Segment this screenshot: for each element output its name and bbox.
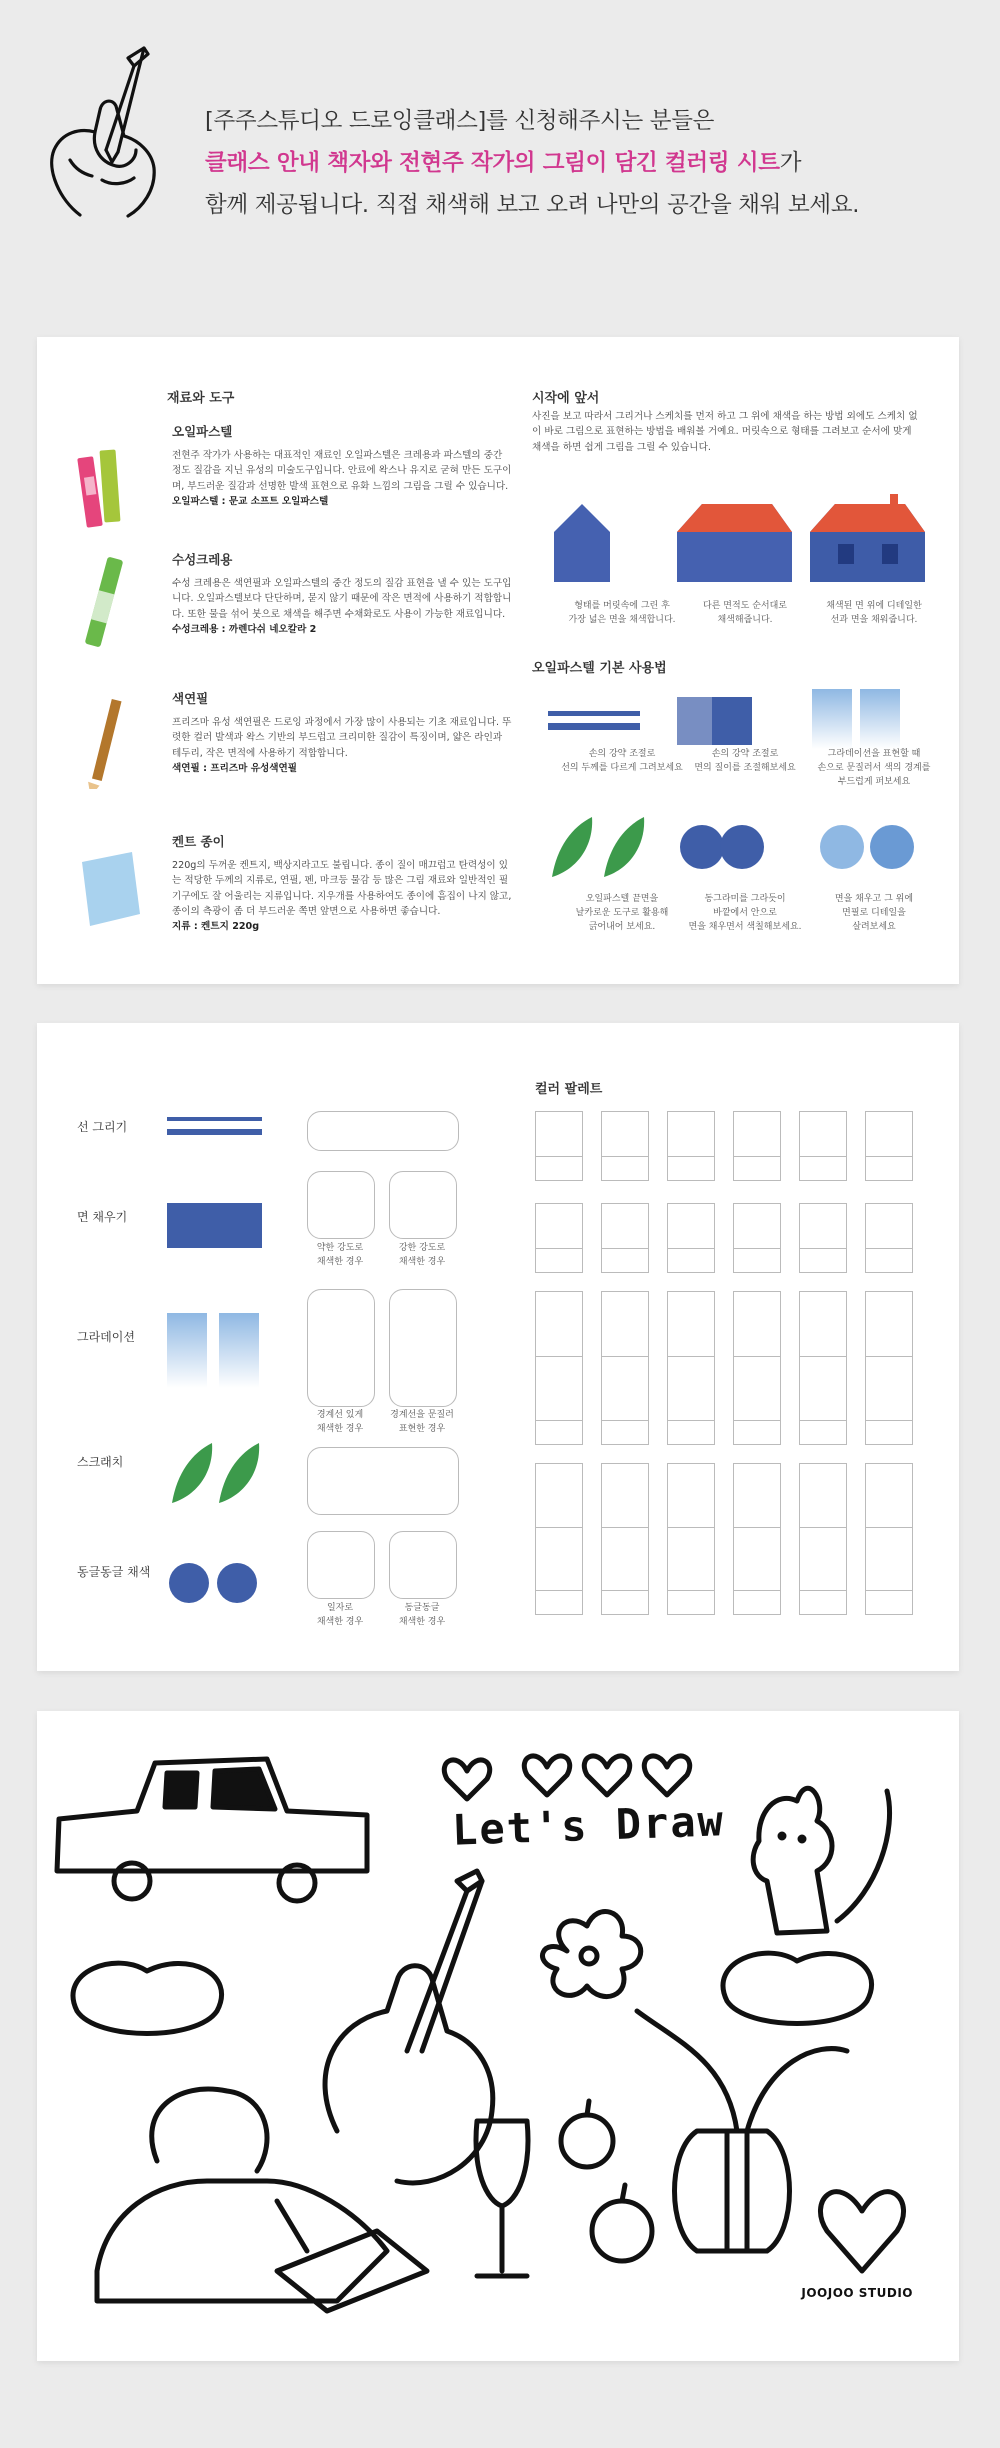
- palette-cell[interactable]: [667, 1291, 715, 1445]
- intro-text: [205, 100, 985, 226]
- palette-cell[interactable]: [601, 1291, 649, 1445]
- lets-draw-title: Let's Draw: [451, 1796, 726, 1855]
- apple-icon: [561, 2101, 613, 2167]
- box-caption-6: 동글동글 채색한 경우: [398, 1603, 446, 1627]
- row-label-line: 선 그리기: [77, 1120, 128, 1134]
- material-title: 색연필: [172, 691, 209, 706]
- palette-cell[interactable]: [535, 1291, 583, 1445]
- guide-sheet: [37, 337, 959, 984]
- material-body: 프리즈마 유성 색연필은 드로잉 과정에서 가장 많이 사용되는 기초 재료입니다. 뚜렷한 컬러 발색과 왁스 기반의 부드럽고 크리미한 질감이 특징이며, 얇은 라인과 테두리, 작은 면적에 사용하기 적합합니다.: [172, 717, 512, 759]
- practice-box-circular[interactable]: [389, 1531, 457, 1599]
- palette-cell[interactable]: [799, 1203, 847, 1273]
- wine-glass-icon: [476, 2121, 528, 2276]
- start-body: 사진을 보고 따라서 그리거나 스케치를 먼저 하고 그 위에 채색을 하는 방법 외에도 스케치 없이 바로 그림으로 표현하는 방법을 배워볼 거예요. 머릿속으로 형태를 그려보고 순서에 맞게 채색을 하면 쉽게 그림을 그릴 수 있습니다.: [532, 411, 918, 453]
- material-title: 오일파스텔: [172, 424, 233, 439]
- palette-cell[interactable]: [799, 1111, 847, 1181]
- box-caption-2: 강한 강도로 채색한 경우: [398, 1243, 446, 1267]
- palette-cell[interactable]: [667, 1111, 715, 1181]
- palette-cell[interactable]: [535, 1463, 583, 1615]
- house-icon: [810, 494, 925, 582]
- usage-title: 오일파스텔 기본 사용법: [532, 661, 667, 676]
- house-caption-2: 다른 면적도 순서대로 채색해줍니다.: [703, 601, 787, 625]
- heart-icon: [820, 2192, 903, 2271]
- practice-swatches: [167, 1103, 267, 1623]
- palette-cell[interactable]: [667, 1463, 715, 1615]
- usage-caption-3: 그라데이션을 표현할 때 손으로 문질러서 색의 경계를 부드럽게 퍼보세요: [817, 749, 931, 787]
- crayon-icon: [72, 552, 147, 652]
- start-title: 시작에 앞서: [532, 391, 600, 406]
- material-body: 수성 크레용은 색연필과 오일파스텔의 중간 정도의 질감 표현을 낼 수 있는 도구입니다. 오일파스텔보다 단단하며, 묻지 않기 때문에 작은 면적에 사용하기 적합합니다. 또한 물을 섞어 붓으로 채색을 해주면 수채화로도 사용이 가능한 재료입니다.: [172, 578, 512, 620]
- intro-line-2: [205, 142, 985, 184]
- palette-cell[interactable]: [865, 1203, 913, 1273]
- palette-title: 컬러 팔레트: [535, 1082, 603, 1097]
- hand-drawing-icon: [40, 40, 170, 230]
- practice-box-line[interactable]: [307, 1111, 459, 1151]
- coloring-illustration: [37, 1711, 959, 2361]
- intro-highlight: 클래스 안내 책자와 전현주 작가의 그림이 담긴 컬러링 시트: [205, 150, 780, 176]
- practice-box-border[interactable]: [307, 1289, 375, 1407]
- practice-box-weak[interactable]: [307, 1171, 375, 1239]
- kent-paper-icon: [72, 842, 147, 942]
- practice-box-strong[interactable]: [389, 1171, 457, 1239]
- material-spec: 수성크레용 : 까렌다쉬 네오칼라 2: [172, 623, 317, 635]
- material-spec: 지류 : 켄트지 220g: [172, 921, 260, 933]
- usage-caption-6: 면을 채우고 그 위에 면필로 디테일을 살려보세요: [834, 894, 914, 932]
- car-icon: [57, 1759, 367, 1901]
- palette-cell[interactable]: [733, 1291, 781, 1445]
- house-caption-3: 채색된 면 위에 디테일한 선과 면을 채워줍니다.: [826, 601, 922, 625]
- vase-icon: [675, 2131, 790, 2251]
- palette-cell[interactable]: [799, 1463, 847, 1615]
- box-caption-3: 경계선 있게 채색한 경우: [316, 1410, 364, 1434]
- palette-cell[interactable]: [799, 1291, 847, 1445]
- box-caption-4: 경계선을 문질러 표현한 경우: [390, 1410, 454, 1434]
- material-water-crayon: [172, 550, 512, 637]
- usage-caption-4: 오일파스텔 끝면을 날카로운 도구로 활용해 긁어내어 보세요.: [575, 894, 669, 932]
- box-caption-5: 일자로 채색한 경우: [316, 1603, 364, 1627]
- material-color-pencil: [172, 689, 512, 776]
- material-body: 전현주 작가가 사용하는 대표적인 재료인 오일파스텔은 크레용과 파스텔의 중간 정도 질감을 지닌 유성의 미술도구입니다. 안료에 왁스나 유지로 굳혀 만든 도구이며, 부드러운 질감과 선명한 발색 표현으로 유화 느낌의 그림을 그릴 수 있습니다.: [172, 450, 512, 492]
- cat-icon: [753, 1788, 889, 1933]
- heart-icon: [524, 1756, 569, 1795]
- palette-cell[interactable]: [865, 1291, 913, 1445]
- palette-cell[interactable]: [601, 1111, 649, 1181]
- palette-cell[interactable]: [535, 1203, 583, 1273]
- row-label-gradation: 그라데이션: [77, 1330, 135, 1344]
- house-caption-1: 형태를 머릿속에 그린 후 가장 넓은 면을 채색합니다.: [568, 601, 676, 625]
- material-oil-pastel: [172, 422, 512, 509]
- usage-swatches-2: [542, 807, 932, 887]
- row-label-round: 동글동글 채색: [77, 1565, 151, 1579]
- practice-sheet: [37, 1023, 959, 1671]
- material-title: 켄트 종이: [172, 834, 225, 849]
- material-kent-paper: [172, 832, 512, 934]
- row-label-fill: 면 채우기: [77, 1210, 128, 1224]
- practice-box-smudge[interactable]: [389, 1289, 457, 1407]
- house-icon: [554, 504, 610, 582]
- crayon-icon: [72, 432, 147, 532]
- practice-box-scratch[interactable]: [307, 1447, 459, 1515]
- materials-title: 재료와 도구: [167, 391, 235, 406]
- studio-logo: JOOJOO STUDIO: [801, 2286, 913, 2300]
- palette-cell[interactable]: [865, 1463, 913, 1615]
- leaf-icon: [552, 817, 592, 877]
- palette-cell[interactable]: [601, 1203, 649, 1273]
- usage-caption-5: 동그라미를 그라듯이 바깥에서 안으로 면을 채우면서 색칠해보세요.: [688, 894, 802, 932]
- intro-line-3: 함께 제공됩니다. 직접 채색해 보고 오려 나만의 공간을 채워 보세요.: [205, 192, 860, 218]
- coloring-sheet: [37, 1711, 959, 2361]
- palette-cell[interactable]: [733, 1463, 781, 1615]
- intro-line-2-rest: 가: [779, 150, 802, 176]
- palette-cell[interactable]: [733, 1111, 781, 1181]
- usage-caption-2: 손의 강약 조절로 면의 질이를 조절해보세요: [694, 749, 796, 773]
- usage-caption-1: 손의 강약 조절로 선의 두께를 다르게 그려보세요: [561, 749, 683, 773]
- palette-cell[interactable]: [601, 1463, 649, 1615]
- material-body: 220g의 두꺼운 켄트지, 백상지라고도 불립니다. 종이 질이 매끄럽고 탄력성이 있는 적당한 두께의 지류로, 연필, 펜, 마크등 물감 등 많은 그림 재료와 일반적인 필기구에도 잘 어울리는 지류입니다. 지우개를 사용하여도 종이에 흠집이 나지 않고, 종이의 측광이 좀 더 부드러운 쪽면 앞면으로 사용하면 좋습니다.: [172, 860, 512, 917]
- palette-cell[interactable]: [667, 1203, 715, 1273]
- palette-cell[interactable]: [865, 1111, 913, 1181]
- heart-icon: [444, 1760, 489, 1799]
- house-icon: [677, 504, 792, 582]
- apple-icon: [592, 2185, 652, 2261]
- usage-swatches-1: [542, 677, 932, 757]
- house-steps: [542, 492, 932, 602]
- heart-icon: [644, 1756, 689, 1795]
- leaf-icon: [604, 817, 644, 877]
- pencil-icon: [72, 689, 147, 789]
- palette-cell[interactable]: [733, 1203, 781, 1273]
- flower-icon: [543, 1912, 641, 1997]
- palette-cell[interactable]: [535, 1111, 583, 1181]
- row-label-scratch: 스크래치: [77, 1455, 124, 1469]
- intro-line-1: [주주스튜디오 드로잉클래스]를 신청해주시는 분들은: [205, 108, 715, 134]
- box-caption-1: 약한 강도로 채색한 경우: [316, 1243, 364, 1267]
- practice-box-straight[interactable]: [307, 1531, 375, 1599]
- material-spec: 색연필 : 프리즈마 유성색연필: [172, 762, 298, 774]
- heart-icon: [584, 1756, 629, 1795]
- material-title: 수성크레용: [172, 552, 233, 567]
- material-spec: 오일파스텔 : 문교 소프트 오일파스텔: [172, 495, 329, 507]
